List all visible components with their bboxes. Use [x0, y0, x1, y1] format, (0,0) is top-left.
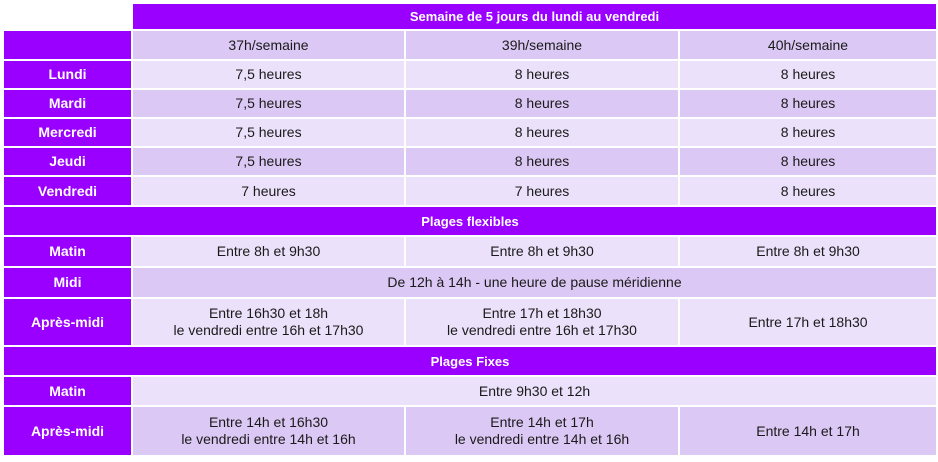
column-header-40h: 40h/semaine: [679, 30, 937, 60]
day-cell: 7 heures: [132, 176, 405, 206]
fixes-section-row: [3, 346, 937, 376]
cell-line: le vendredi entre 14h et 16h: [454, 431, 630, 447]
period-cell: Entre 8h et 9h30: [679, 236, 937, 267]
fixes-apres-midi-row: [3, 406, 937, 456]
cell-line: Entre 17h et 18h30: [482, 305, 602, 321]
day-label: Vendredi: [3, 176, 132, 206]
day-cell: 8 heures: [679, 118, 937, 147]
period-cell: [679, 406, 937, 456]
day-label: Mercredi: [3, 118, 132, 147]
period-cell: [132, 298, 405, 346]
period-cell: Entre 8h et 9h30: [405, 236, 679, 267]
corner-cell: [3, 3, 132, 30]
day-row-lundi: [3, 60, 937, 89]
cell-line: le vendredi entre 16h et 17h30: [447, 322, 637, 338]
day-cell: 8 heures: [405, 147, 679, 176]
day-cell: 7 heures: [405, 176, 679, 206]
day-cell: 8 heures: [679, 176, 937, 206]
day-cell: 8 heures: [679, 147, 937, 176]
flexible-midi-row: [3, 267, 937, 298]
column-header-37h: 37h/semaine: [132, 30, 405, 60]
table-title: Semaine de 5 jours du lundi au vendredi: [132, 3, 937, 30]
day-cell: 7,5 heures: [132, 147, 405, 176]
fixes-matin-row: [3, 376, 937, 406]
day-row-jeudi: [3, 147, 937, 176]
cell-line: Entre 14h et 17h: [756, 422, 860, 439]
period-label: Matin: [3, 376, 132, 406]
fixes-section-title: Plages Fixes: [3, 346, 937, 376]
column-header-row: [3, 30, 937, 60]
period-label: Après-midi: [3, 406, 132, 456]
day-cell: 7,5 heures: [132, 118, 405, 147]
day-cell: 8 heures: [405, 89, 679, 118]
day-label: Lundi: [3, 60, 132, 89]
column-header-39h: 39h/semaine: [405, 30, 679, 60]
day-row-vendredi: [3, 176, 937, 206]
header-label-cell: [3, 30, 132, 60]
day-cell: 8 heures: [679, 89, 937, 118]
day-cell: 7,5 heures: [132, 60, 405, 89]
cell-line: le vendredi entre 14h et 16h: [181, 431, 356, 447]
period-cell: [405, 298, 679, 346]
day-cell: 8 heures: [405, 118, 679, 147]
flexible-section-title: Plages flexibles: [3, 206, 937, 236]
flexible-section-row: [3, 206, 937, 236]
period-label: Matin: [3, 236, 132, 267]
cell-line: Entre 17h et 18h30: [748, 313, 868, 330]
day-label: Mardi: [3, 89, 132, 118]
cell-line: Entre 14h et 16h30: [208, 414, 329, 430]
flexible-matin-row: [3, 236, 937, 267]
day-label: Jeudi: [3, 147, 132, 176]
day-row-mardi: [3, 89, 937, 118]
period-label: Midi: [3, 267, 132, 298]
day-cell: 8 heures: [679, 60, 937, 89]
flexible-apres-midi-row: [3, 298, 937, 346]
period-cell-merged: Entre 9h30 et 12h: [132, 376, 937, 406]
period-label: Après-midi: [3, 298, 132, 346]
period-cell: [679, 298, 937, 346]
title-row: [3, 3, 937, 30]
cell-line: Entre 16h30 et 18h: [208, 305, 329, 321]
day-cell: 7,5 heures: [132, 89, 405, 118]
day-cell: 8 heures: [405, 60, 679, 89]
schedule-table: [2, 2, 938, 457]
period-cell: Entre 8h et 9h30: [132, 236, 405, 267]
cell-line: le vendredi entre 16h et 17h30: [173, 322, 364, 338]
cell-line: Entre 14h et 17h: [490, 414, 594, 430]
day-row-mercredi: [3, 118, 937, 147]
period-cell: [405, 406, 679, 456]
period-cell-merged: De 12h à 14h - une heure de pause méridienne: [132, 267, 937, 298]
period-cell: [132, 406, 405, 456]
